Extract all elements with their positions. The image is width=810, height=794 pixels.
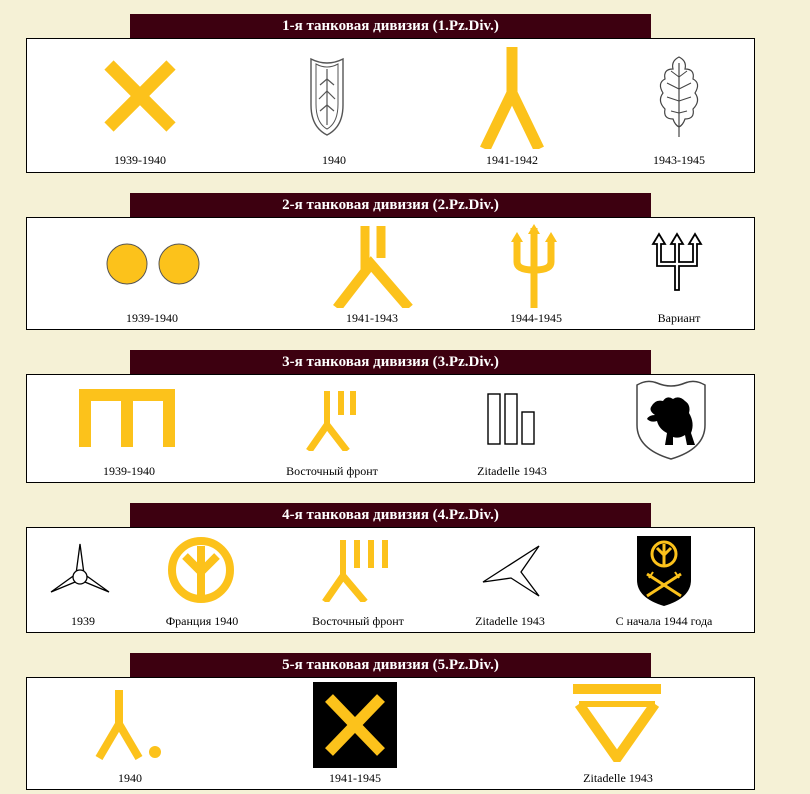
three-bars-outline-icon (487, 393, 537, 445)
caption-1-3: 1941-1942 (486, 153, 538, 167)
division-2-panel (26, 217, 755, 330)
division-1-panel (26, 38, 755, 173)
m-shape-icon (79, 389, 175, 447)
division-1-title: 1-я танковая дивизия (1.Pz.Div.) (130, 14, 651, 38)
berlin-bear-shield-icon (633, 379, 709, 461)
two-circles-icon (105, 242, 201, 286)
cross-x-icon (101, 57, 179, 135)
caption-3-2: Восточный фронт (286, 464, 378, 478)
black-shield-swords-icon (635, 534, 693, 608)
caption-5-2: 1941-1945 (329, 771, 381, 785)
y-rune-with-bars-icon (333, 222, 413, 308)
y-rune-icon (477, 45, 547, 149)
division-2-title: 2-я танковая дивизия (2.Pz.Div.) (130, 193, 651, 217)
division-4-panel (26, 527, 755, 633)
triangle-bar-icon (573, 684, 661, 762)
y-rune-dot-icon (93, 688, 165, 760)
cross-on-black-icon (313, 682, 397, 768)
caption-4-5: С начала 1944 года (615, 614, 713, 628)
caption-2-2: 1941-1943 (346, 311, 398, 325)
trident-icon (511, 224, 557, 308)
division-5-panel (26, 677, 755, 790)
caption-3-3: Zitadelle 1943 (477, 464, 547, 478)
shield-oakleaf-outline-icon (307, 55, 347, 137)
caption-2-1: 1939-1940 (126, 311, 178, 325)
division-4-title: 4-я танковая дивизия (4.Pz.Div.) (130, 503, 651, 527)
y-rune-three-bars-icon (321, 538, 393, 602)
division-3-title: 3-я танковая дивизия (3.Pz.Div.) (130, 350, 651, 374)
division-3-panel (26, 374, 755, 483)
division-5-title: 5-я танковая дивизия (5.Pz.Div.) (130, 653, 651, 677)
caption-5-3: Zitadelle 1943 (583, 771, 653, 785)
trident-outline-icon (647, 232, 707, 292)
arrowhead-outline-icon (481, 544, 543, 598)
caption-4-3: Восточный фронт (312, 614, 404, 628)
caption-3-1: 1939-1940 (103, 464, 155, 478)
caption-2-4: Вариант (657, 311, 701, 325)
caption-4-4: Zitadelle 1943 (475, 614, 545, 628)
caption-1-2: 1940 (322, 153, 346, 167)
y-rune-two-bars-icon (305, 387, 365, 451)
caption-2-3: 1944-1945 (510, 311, 562, 325)
caption-5-1: 1940 (118, 771, 142, 785)
three-point-star-icon (49, 542, 111, 600)
caption-1-4: 1943-1945 (653, 153, 705, 167)
caption-1-1: 1939-1940 (114, 153, 166, 167)
caption-4-2: Франция 1940 (165, 614, 239, 628)
circle-rune-icon (167, 536, 235, 604)
caption-4-1: 1939 (71, 614, 95, 628)
oak-leaf-icon (655, 53, 703, 139)
